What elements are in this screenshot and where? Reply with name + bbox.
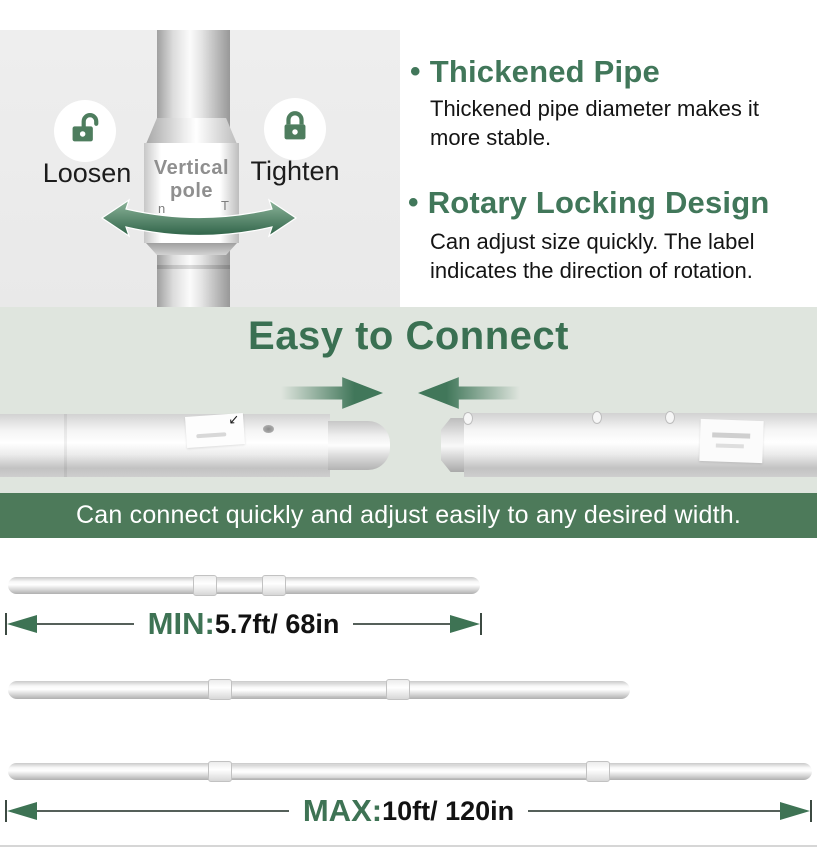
measure-arrowhead-right-icon [780, 802, 810, 820]
feature-title-thickened-pipe [410, 54, 660, 90]
pole-label-mark-right: T [221, 198, 229, 213]
rotate-direction-arrow-icon: ↙ [227, 411, 240, 428]
left-pipe-seam [64, 414, 67, 477]
measure-arrowhead-right-icon [450, 615, 480, 633]
pole-inner-tube [220, 683, 392, 696]
rotation-double-arrow-icon [98, 196, 300, 246]
pole-ridge [157, 265, 230, 269]
measure-line [353, 623, 450, 625]
loosen-label: Loosen [42, 158, 132, 188]
feature-title-rotary-locking [408, 185, 770, 221]
measure-tick [480, 613, 482, 635]
feature-body-rotary-locking: Can adjust size quickly. The label indicates the direction of rotation. [430, 229, 755, 284]
measure-arrowhead-left-icon [7, 802, 37, 820]
pole-inner-tube [220, 765, 592, 778]
pole-label-text: Vertical pole [153, 157, 230, 202]
open-lock-icon [68, 112, 102, 151]
measure-line [37, 623, 134, 625]
easy-to-connect-section [0, 307, 817, 493]
max-label: MAX: [302, 793, 383, 828]
snap-pin [665, 411, 675, 424]
label-fine-print [712, 432, 750, 438]
bottom-divider [0, 845, 817, 847]
pole-collar [386, 679, 410, 700]
banner-text: Can connect quickly and adjust easily to any desired width. [76, 501, 741, 529]
left-pipe-connector-end [328, 421, 390, 470]
closed-lock-icon [278, 110, 312, 149]
right-pipe-piece [464, 413, 817, 477]
bullet-icon: • [408, 186, 419, 219]
max-measurement [5, 793, 812, 829]
easy-to-connect-title: Easy to Connect [248, 314, 569, 358]
label-fine-print [716, 443, 744, 448]
left-pipe-piece [0, 414, 330, 477]
measure-arrowhead-left-icon [7, 615, 37, 633]
snap-pin [592, 411, 602, 424]
connect-banner [0, 493, 817, 538]
left-pipe-button [263, 425, 274, 433]
measure-line [528, 810, 780, 812]
measure-line [37, 810, 289, 812]
pole-collar [586, 761, 610, 782]
feature-title-text: Rotary Locking Design [427, 185, 770, 220]
rotary-lock-panel [0, 30, 400, 307]
max-value: 10ft/ 120in [382, 795, 515, 826]
arrow-left-icon [418, 375, 520, 411]
bullet-icon: • [410, 55, 421, 88]
pole-collar [208, 761, 232, 782]
snap-pin [463, 412, 473, 425]
closed-lock-badge [264, 98, 326, 160]
pole-collar [208, 679, 232, 700]
left-pipe-label [185, 413, 245, 448]
min-label: MIN: [147, 606, 215, 641]
right-pipe-label [699, 419, 763, 463]
tighten-label: Tighten [250, 156, 340, 186]
measure-tick [810, 800, 812, 822]
min-measurement [5, 606, 482, 642]
min-value: 5.7ft/ 68in [214, 608, 340, 639]
feature-title-text: Thickened Pipe [429, 54, 660, 89]
feature-body-thickened-pipe: Thickened pipe diameter makes it more stable. [430, 96, 759, 151]
label-fine-print [196, 432, 226, 438]
feature-list [408, 30, 812, 307]
pole-label-mark-left: n [158, 201, 166, 216]
pole-collar [193, 575, 217, 596]
pole-collar [262, 575, 286, 596]
open-lock-badge [54, 100, 116, 162]
pole-sleeve-cone [146, 118, 237, 144]
arrow-right-icon [281, 375, 383, 411]
